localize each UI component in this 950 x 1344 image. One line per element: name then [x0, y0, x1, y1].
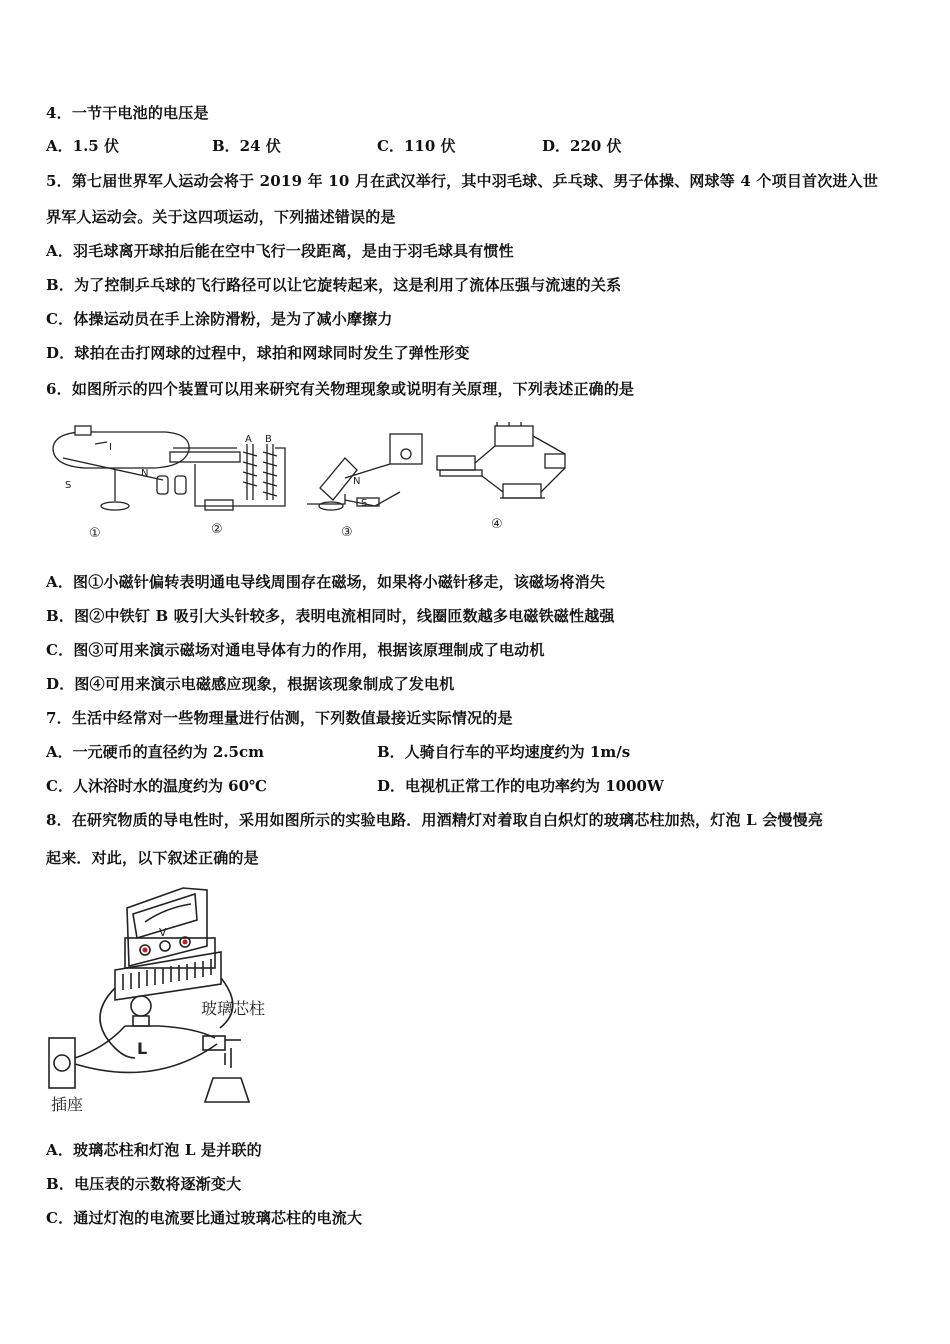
- q6-option-d: D．图④可用来演示电磁感应现象，根据该现象制成了发电机: [46, 675, 455, 693]
- figure-2-letter-b: B: [265, 434, 272, 445]
- figure-label-1: ①: [89, 526, 101, 541]
- socket-label: 插座: [51, 1095, 84, 1114]
- q4-option-b: B．24 伏: [212, 137, 281, 155]
- q5-option-b: B．为了控制乒乓球的飞行路径可以让它旋转起来，这是利用了流体压强与流速的关系: [46, 276, 622, 294]
- q8-option-c: C．通过灯泡的电流要比通过玻璃芯柱的电流大: [46, 1209, 363, 1227]
- q6-option-a: A．图①小磁针偏转表明通电导线周围存在磁场，如果将小磁针移走，该磁场将消失: [46, 573, 606, 591]
- figure-1-letter-s: S: [65, 480, 72, 491]
- q5-option-c: C．体操运动员在手上涂防滑粉，是为了减小摩擦力: [46, 310, 393, 328]
- q6-figure: [45, 418, 585, 546]
- meter-label: V: [159, 926, 167, 939]
- q7-option-b: B．人骑自行车的平均速度约为 1m/s: [377, 743, 631, 761]
- q6-stem: 6．如图所示的四个装置可以用来研究有关物理现象或说明有关原理，下列表述正确的是: [46, 380, 635, 398]
- figure-2-letter-a: A: [245, 434, 252, 445]
- q8-stem-line1: 8．在研究物质的导电性时，采用如图所示的实验电路．用酒精灯对着取自白炽灯的玻璃芯柱加热，灯泡 L 会慢慢亮: [46, 811, 824, 829]
- figure-3-letter-n: N: [353, 476, 361, 487]
- q4-stem: 4．一节干电池的电压是: [46, 104, 209, 122]
- q5-stem-line2: 界军人运动会。关于这四项运动，下列描述错误的是: [46, 208, 396, 226]
- figure-1-letter-i: I: [109, 442, 112, 453]
- figure-label-2: ②: [211, 522, 223, 537]
- figure-label-3: ③: [341, 525, 353, 540]
- q7-option-d: D．电视机正常工作的电功率约为 1000W: [377, 777, 664, 795]
- bulb-label: L: [137, 1039, 148, 1058]
- q8-option-a: A．玻璃芯柱和灯泡 L 是并联的: [46, 1141, 262, 1159]
- glass-stem-label: 玻璃芯柱: [201, 999, 266, 1018]
- q4-option-c: C．110 伏: [377, 137, 456, 155]
- q8-figure: [45, 878, 295, 1118]
- q4-option-a: A．1.5 伏: [46, 137, 119, 155]
- figure-2-electromagnets: [157, 444, 285, 510]
- q5-stem-line1: 5．第七届世界军人运动会将于 2019 年 10 月在武汉举行，其中羽毛球、乒乓球、男子体操、网球等 4 个项目首次进入世: [46, 172, 879, 190]
- q5-option-d: D．球拍在击打网球的过程中，球拍和网球同时发生了弹性形变: [46, 344, 470, 362]
- figure-1-letter-n: N: [141, 468, 149, 479]
- q6-option-c: C．图③可用来演示磁场对通电导体有力的作用，根据该原理制成了电动机: [46, 641, 545, 659]
- figure-label-4: ④: [491, 517, 503, 532]
- figure-4-rig: [437, 422, 565, 498]
- q6-option-b: B．图②中铁钉 B 吸引大头针较多，表明电流相同时，线圈匝数越多电磁铁磁性越强: [46, 607, 615, 625]
- q7-option-a: A．一元硬币的直径约为 2.5cm: [46, 743, 264, 761]
- q8-option-b: B．电压表的示数将逐渐变大: [46, 1175, 242, 1193]
- q5-option-a: A．羽毛球离开球拍后能在空中飞行一段距离，是由于羽毛球具有惯性: [46, 242, 514, 260]
- q7-option-c: C．人沐浴时水的温度约为 60℃: [46, 777, 268, 795]
- q8-stem-line2: 起来．对此，以下叙述正确的是: [46, 849, 259, 867]
- figure-1-wire-compass: [53, 426, 189, 510]
- q4-option-d: D．220 伏: [542, 137, 622, 155]
- figure-3-letter-s: S: [361, 498, 368, 509]
- q7-stem: 7．生活中经常对一些物理量进行估测，下列数值最接近实际情况的是: [46, 709, 513, 727]
